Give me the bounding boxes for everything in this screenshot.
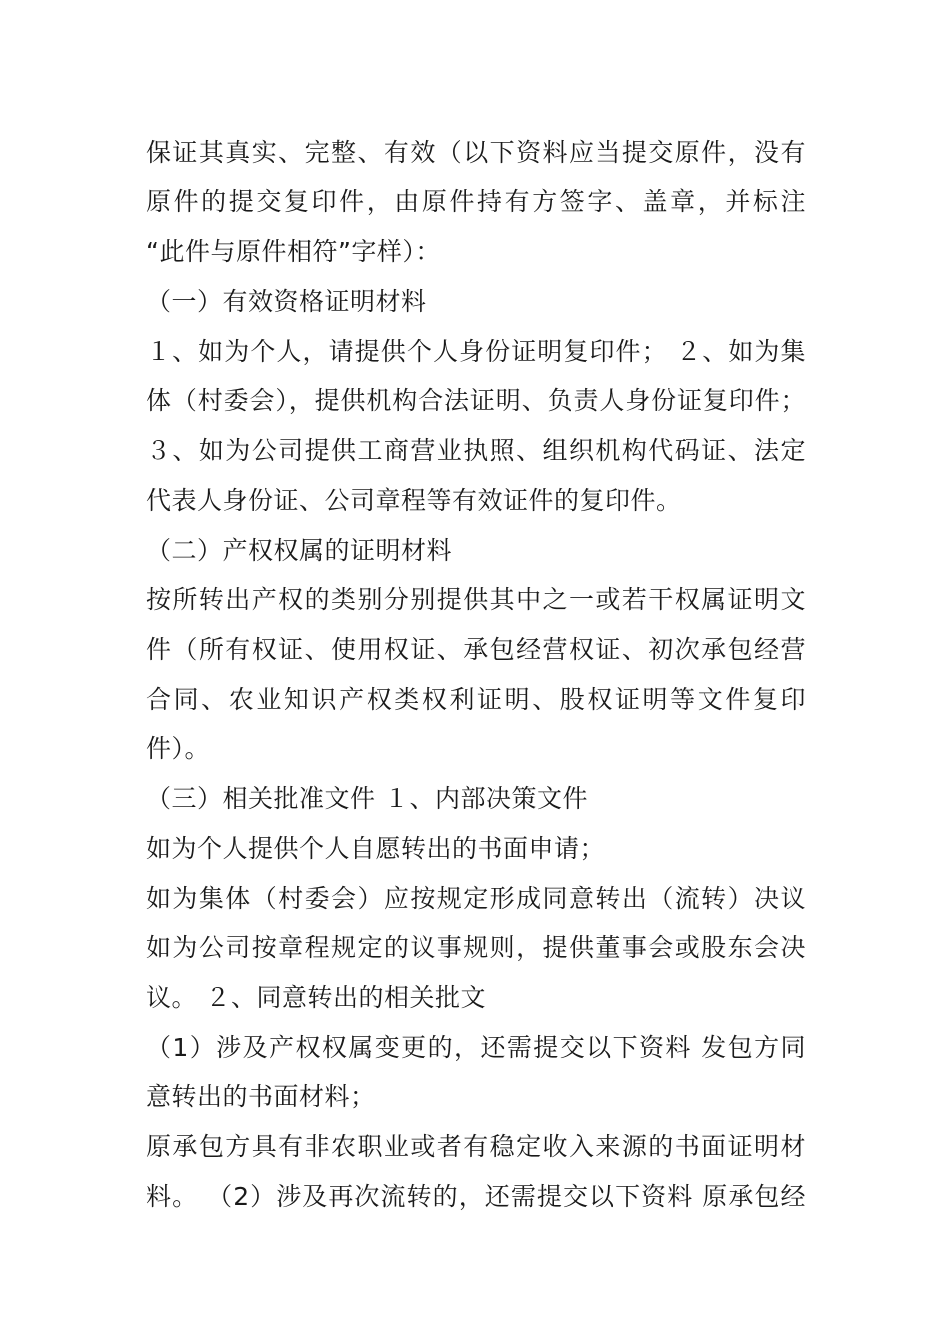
body-text-line: 如为个人提供个人自愿转出的书面申请；	[146, 834, 606, 863]
body-text-line: 按所转出产权的类别分别提供其中之一或若干权属证明文	[146, 585, 806, 614]
body-text-line: “此件与原件相符”字样）：	[146, 237, 441, 266]
body-text-line: 如为公司按章程规定的议事规则，提供董事会或股东会决	[146, 933, 806, 962]
body-text-line: 合同、农业知识产权类权利证明、股权证明等文件复印	[146, 685, 806, 714]
body-text-line: 原件的提交复印件，由原件持有方签字、盖章，并标注	[146, 187, 806, 216]
body-text-line: 意转出的书面材料；	[146, 1082, 376, 1111]
body-text-line: 保证其真实、完整、有效（以下资料应当提交原件，没有	[146, 138, 806, 167]
body-text-line: 体（村委会），提供机构合法证明、负责人身份证复印件；	[146, 386, 806, 415]
body-text-line: ３、如为公司提供工商营业执照、组织机构代码证、法定	[146, 436, 806, 465]
body-text-line: 代表人身份证、公司章程等有效证件的复印件。	[146, 486, 682, 515]
section-heading: （三）相关批准文件 １、内部决策文件	[146, 784, 588, 813]
body-text-line: １、如为个人，请提供个人身份证明复印件； ２、如为集	[146, 337, 806, 366]
body-text-line: （1）涉及产权权属变更的，还需提交以下资料 发包方同	[146, 1033, 806, 1062]
body-text-line: 原承包方具有非农职业或者有稳定收入来源的书面证明材	[146, 1132, 806, 1161]
section-heading: （二）产权权属的证明材料	[146, 536, 453, 565]
body-text-line: 如为集体（村委会）应按规定形成同意转出（流转）决议	[146, 884, 806, 913]
body-text-line: 件（所有权证、使用权证、承包经营权证、初次承包经营	[146, 635, 806, 664]
section-heading: （一）有效资格证明材料	[146, 287, 427, 316]
body-text-line: 件）。	[146, 734, 211, 763]
body-text-line: 料。 （2）涉及再次流转的，还需提交以下资料 原承包经	[146, 1182, 806, 1211]
body-text-line: 议。 ２、同意转出的相关批文	[146, 983, 486, 1012]
